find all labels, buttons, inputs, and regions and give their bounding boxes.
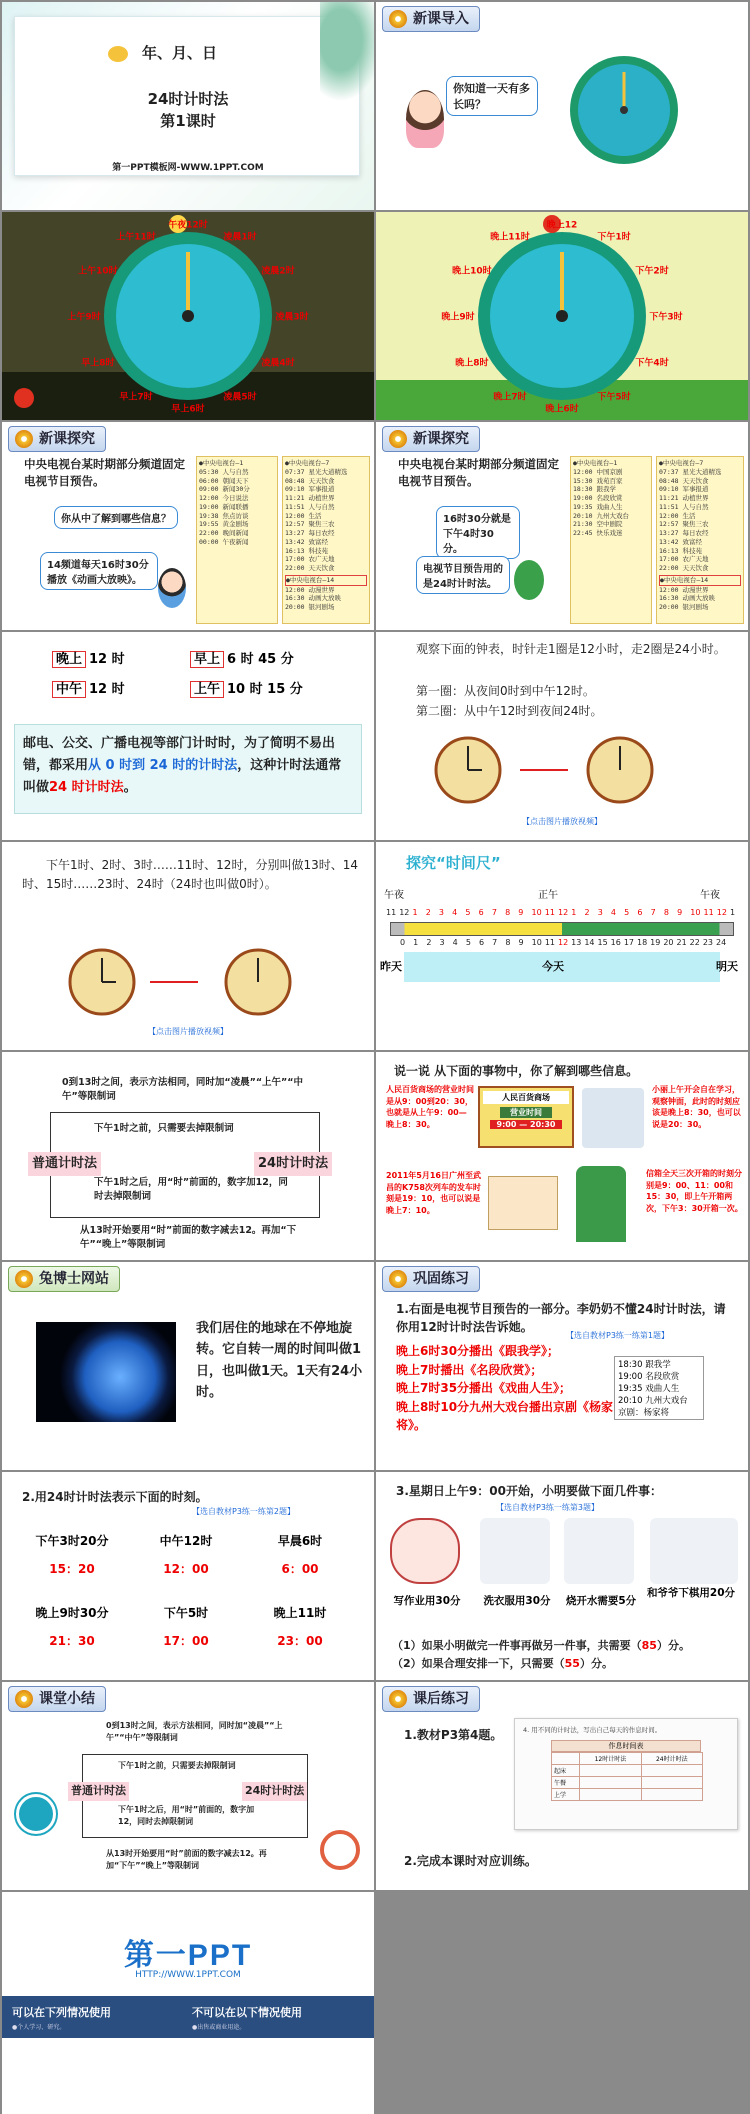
- clock-label: 凌晨2时: [261, 266, 295, 277]
- tv-row: 20:00 银河剧场: [285, 603, 335, 612]
- ruler-tick-12h: 2: [425, 908, 431, 917]
- clock-label: 早上6时: [171, 404, 205, 415]
- brand-url[interactable]: HTTP://WWW.1PPT.COM: [135, 1970, 241, 1980]
- question-1: （1）如果小明做完一件事再做另一件事，共需要（85）分。: [392, 1639, 690, 1652]
- slide-practice-2: [2, 1472, 374, 1680]
- first-lap: 第一圈：从夜间0时到中午12时。: [416, 684, 595, 698]
- ruler-tick-12h: 12: [399, 908, 410, 917]
- ruler-tick-24h: 9: [518, 938, 524, 947]
- compare-t3: 下午1时之后，用“时”前面的，数字加12，同时去掉限制词: [94, 1177, 288, 1203]
- tv-box-line: 19:00 名段欣赏: [618, 1371, 680, 1382]
- clock-label: 下午4时: [635, 358, 669, 369]
- tv-box: [614, 1356, 704, 1420]
- tv-row: 18:30 跟我学: [573, 485, 616, 494]
- footer-bar: 可以在下列情况使用 不可以在以下情况使用 ●个人学习、研究。 ●出售或商业用途。: [2, 1996, 374, 2114]
- clock-label: 凌晨4时: [261, 358, 295, 369]
- tv-row: 12:00 中国京剧: [573, 467, 623, 476]
- ruler-tick-24h: 14: [584, 938, 595, 947]
- ruler-tick-24h: 15: [597, 938, 608, 947]
- ticket-icon: [488, 1176, 558, 1230]
- table-row: [552, 1777, 703, 1789]
- ruler-tick-24h: 7: [492, 938, 498, 947]
- info-c: 2011年5月16日广州至武昌的K758次列车的发车时刻是19：10，也可以说是晚上7：10。: [386, 1171, 481, 1215]
- leaf-decoration-icon: [320, 2, 374, 112]
- tv-row: 08:48 天天饮食: [659, 476, 709, 485]
- clock-label: 凌晨1时: [223, 232, 257, 243]
- time-pair: [52, 648, 125, 667]
- ruler-tick-12h: 10: [531, 908, 542, 917]
- table-cell: [580, 1765, 641, 1777]
- tv-row: 11:51 人与自然: [285, 502, 335, 511]
- ruler-tick-12h: 9: [677, 908, 683, 917]
- tag-label: 巩固练习: [382, 1266, 480, 1292]
- ruler-tick-12h: 11: [386, 908, 397, 917]
- activity-picture: [650, 1518, 738, 1584]
- source-note: 【选自教材P3练一练第1题】: [566, 1331, 670, 1340]
- clock-label: 下午3时: [649, 312, 683, 323]
- table-cell: [580, 1777, 641, 1789]
- summary-t2: 下午1时之前，只需要去掉限制词: [118, 1761, 236, 1770]
- play-video-link[interactable]: 【点击图片播放视频】: [522, 817, 602, 826]
- store-sign: 人民百货商场 营业时间 9:00 — 20:30: [478, 1086, 574, 1148]
- clock-label: 晚上11时: [490, 232, 530, 243]
- boy-avatar: [158, 568, 186, 608]
- answer-bubble: 14频道每天16时30分播放《动画大放映》。: [40, 552, 158, 590]
- ruler-tick-12h: 7: [650, 908, 656, 917]
- time-pair: [190, 648, 294, 667]
- time-answer: 12：00: [163, 1562, 209, 1576]
- tv-row: 07:37 星光大道精选: [659, 467, 722, 476]
- clock-label: 晚上7时: [493, 392, 527, 403]
- time-answer: 21：30: [49, 1634, 95, 1648]
- clock-label: 上午10时: [78, 266, 118, 277]
- ruler-tick-24h: 12: [558, 938, 569, 947]
- ruler-tick-24h: 16: [610, 938, 621, 947]
- tag-label: 新课探究: [382, 426, 480, 452]
- arrow-icon: [150, 981, 198, 983]
- clock-label: 下午5时: [597, 392, 631, 403]
- slide-discuss: [376, 1052, 748, 1260]
- info-d: 信箱全天三次开箱的时刻分别是9：00、11：00和15：30，即上午开箱两次，下午3：30开箱一次。: [646, 1169, 743, 1213]
- tag-label: 兔博士网站: [8, 1266, 120, 1292]
- ruler-tick-24h: 17: [623, 938, 635, 947]
- tv-row: 13:27 每日农经: [659, 529, 709, 538]
- clock-label: 凌晨3时: [275, 312, 309, 323]
- clock-right[interactable]: [224, 948, 292, 1016]
- ruler-tick-24h: 21: [676, 938, 687, 947]
- time-question: 晚上9时30分: [35, 1606, 109, 1620]
- clock-icon: [16, 1794, 56, 1834]
- ruler-tick-12h: 3: [438, 908, 445, 917]
- normal-label: 普通计时法: [28, 1152, 101, 1176]
- period-time: 6 时 45 分: [227, 652, 294, 667]
- earth-text: 我们居住的地球在不停地旋转。它自转一周的时间叫做1日，也叫做1天。1天有24小时。: [196, 1321, 363, 1401]
- slide-summary: [2, 1682, 374, 1890]
- practice-q: 3.星期日上午9：00开始，小明要做下面几件事：: [396, 1484, 662, 1498]
- ruler-tick-24h: 2: [426, 938, 432, 947]
- tv-row: 12:00 今日说法: [199, 494, 249, 503]
- ruler-tick-24h: 19: [650, 938, 661, 947]
- summary-t3: 下午1时之后，用“时”前面的，数字加12，同时去掉限制词: [118, 1805, 255, 1826]
- table-cell: [641, 1765, 702, 1777]
- slide-time-ruler: [376, 842, 748, 1050]
- textbook-page: 4. 用不同的计时法，写出自己每天的作息时间。 作息时间表 12时计时法 24时计时法 起床 午餐 上学: [514, 1718, 738, 1830]
- ruler-day-label: 明天: [716, 960, 738, 973]
- tv-row: 08:48 天天饮食: [285, 476, 335, 485]
- tag-label: 课堂小结: [8, 1686, 106, 1712]
- activity-label: 写作业用30分: [393, 1595, 461, 1607]
- ruler-top-label: 午夜: [384, 890, 404, 901]
- answer-line: 晚上8时10分九州大戏台播出京剧《杨家将》。: [396, 1399, 614, 1433]
- ruler-tick-12h: 5: [624, 908, 630, 917]
- tv-row: 19:55 黄金剧场: [199, 520, 249, 529]
- table-row: [552, 1765, 703, 1777]
- period-box: 早上: [190, 651, 224, 668]
- time-question: 下午3时20分: [35, 1534, 109, 1548]
- ruler-tick-24h: 6: [479, 938, 485, 947]
- slide-explore-2: [376, 422, 748, 630]
- answer-line: 晚上6时30分播出《跟我学》；: [396, 1344, 560, 1358]
- tv-row: 09:00 新闻30分: [199, 485, 250, 494]
- tag-label: 课后练习: [382, 1686, 480, 1712]
- clock-label: 凌晨5时: [223, 392, 257, 403]
- tv-box-line: 京剧：杨家将: [618, 1407, 670, 1418]
- intro-clock: [568, 54, 680, 166]
- info-b: 小丽上午开会自在学习，观察钟面，此时的时刻应该是晚上8：30，也可以说是20：30。: [652, 1085, 741, 1129]
- clock-left[interactable]: [434, 736, 502, 804]
- tv-row: 11:21 动植世界: [285, 494, 335, 503]
- student-desk-icon: [582, 1088, 644, 1148]
- ruler-tick-12h: 4: [452, 908, 458, 917]
- clock-right[interactable]: [586, 736, 654, 804]
- source-note: 【选自教材P3练一练第2题】: [192, 1507, 296, 1516]
- info-a: 人民百货商场的营业时间是从9：00到20：30，也就是从上午9：00—晚上8：30。: [386, 1085, 474, 1129]
- answer-line: 晚上7时35分播出《戏曲人生》；: [396, 1381, 572, 1396]
- title-footer: 第一PPT模板网-WWW.1PPT.COM: [112, 163, 264, 173]
- ruler-day-label: 今天: [542, 960, 564, 973]
- ruler-tick-12h: 11: [703, 908, 714, 917]
- intro-bubble: 你知道一天有多长吗？: [446, 76, 538, 116]
- clock-label: 上午11时: [116, 232, 156, 243]
- tv-row: 20:00 银河剧场: [659, 603, 709, 612]
- clock-label: 晚上10时: [452, 266, 492, 277]
- ruler-tick-12h: 1: [730, 908, 736, 917]
- activity-label: 烧开水需要5分: [565, 1595, 637, 1607]
- tv-row: 20:10 九州大戏台: [573, 511, 629, 520]
- intro-text: 中央电视台某时期部分频道固定电视节目预告。: [24, 457, 185, 489]
- day-scene: [376, 212, 748, 420]
- slide-practice-1: [376, 1262, 748, 1470]
- tv-row: 15:30 戏苑百家: [573, 476, 623, 485]
- answer-bubble-2: 电视节目预告用的是24时计时法。: [416, 556, 510, 594]
- time-question: 晚上11时: [273, 1606, 327, 1620]
- ruler-tick-12h: 3: [597, 908, 603, 917]
- ruler-top-label: 正午: [538, 890, 558, 901]
- answer-line: 晚上7时播出《名段欣赏》；: [396, 1362, 543, 1377]
- ruler-tick-12h: 1: [571, 908, 577, 917]
- slide-afternoon: [2, 842, 374, 1050]
- tv-row: 11:51 人与自然: [659, 502, 709, 511]
- ruler-top-label: 午夜: [700, 890, 720, 901]
- time-answer: 6：00: [281, 1562, 319, 1576]
- tv-panel-2: ●中央电视台—7 07:37 星光大道精选 08:48 天天饮食 09:10 军事报道 11:21 动植世界 11:51 人与自然 12:00 生活 12:57 聚焦三农 13:27 每日农经 13:42 致富经 16:13 科技苑 17:00 农广天地 22:00 天天饮食 ●中央电视台—14 12:00 动漫世界 16:30 动画大放映 20:00 银河剧场: [282, 456, 370, 624]
- source-note: 【选自教材P3练一练第3题】: [496, 1503, 600, 1512]
- tv-row: 07:37 星光大道精选: [285, 467, 348, 476]
- tv-row: 16:13 科技苑: [659, 546, 702, 555]
- clock-label: 晚上8时: [455, 358, 489, 369]
- tv-row: 13:42 致富经: [659, 537, 702, 546]
- ruler-tick-24h: 13: [571, 938, 582, 947]
- tv-row: 22:45 快乐戏迷: [573, 529, 623, 538]
- ruler-tick-24h: 3: [439, 938, 445, 947]
- tv-row: 12:00 生活: [659, 511, 696, 520]
- ruler-tick-24h: 10: [531, 938, 542, 947]
- girl-avatar: [406, 90, 444, 148]
- time-question: 中午12时: [159, 1534, 213, 1548]
- ruler-title: 探究“时间尺”: [406, 854, 501, 872]
- period-time: 12 时: [89, 682, 125, 697]
- ruler-tick-12h: 4: [610, 908, 617, 917]
- ruler-tick-24h: 1: [413, 938, 419, 947]
- tv-row: 13:27 每日农经: [285, 529, 335, 538]
- practice-q: 1.右面是电视节目预告的一部分。李奶奶不懂24时计时法，请你用12时计时法告诉她。: [396, 1302, 726, 1334]
- ruler-tick-12h: 12: [716, 908, 727, 917]
- clock-label: 午夜12时: [168, 220, 208, 231]
- discuss-title: 说一说 从下面的事物中，你了解到哪些信息。: [394, 1064, 639, 1078]
- tag-label: 新课探究: [8, 426, 106, 452]
- ruler-tick-24h: 8: [505, 938, 511, 947]
- time-pair: [52, 678, 125, 697]
- ruler-tick-12h: 8: [663, 908, 669, 917]
- homework-1: 1.教材P3第4题。: [404, 1728, 503, 1742]
- clock-label: 晚上6时: [545, 404, 579, 415]
- tv-row: 19:38 焦点访谈: [199, 511, 249, 520]
- title-line1: 年、月、日: [142, 44, 218, 62]
- link-panel: [2, 2038, 374, 2114]
- alarm-clock-icon: [320, 1830, 360, 1870]
- activity-label: 和爷爷下棋用20分: [646, 1587, 736, 1599]
- tv-row: 19:35 戏曲人生: [573, 502, 623, 511]
- tv-row: 11:21 动植世界: [659, 494, 709, 503]
- question-2: （2）如果合理安排一下，只需要（55）分。: [392, 1657, 613, 1670]
- clock-label: 晚上12: [546, 220, 578, 231]
- tv-row: 21:30 空中剧院: [573, 520, 623, 529]
- ruler-tick-24h: 5: [465, 938, 471, 947]
- clock-label: 早上8时: [81, 358, 115, 369]
- tv-box-line: 20:10 九州大戏台: [618, 1395, 688, 1406]
- answer-list: [396, 1342, 626, 1435]
- slide-day-clock: [376, 212, 748, 420]
- tv-row: 05:30 人与自然: [199, 467, 249, 476]
- compare-t2: 下午1时之前，只需要去掉限制词: [94, 1123, 234, 1134]
- slide-intro: [376, 2, 748, 210]
- activity-picture: [480, 1518, 550, 1584]
- night-scene: [2, 212, 374, 420]
- tv-row: 06:00 朝闻天下: [199, 476, 249, 485]
- ruler-tick-12h: 7: [491, 908, 497, 917]
- tv-row: 09:10 军事报道: [285, 485, 335, 494]
- brand-logo: 第一PPT: [123, 1939, 253, 1972]
- time-question: 下午5时: [163, 1606, 209, 1620]
- slide-night-clock: [2, 212, 374, 420]
- play-video-link[interactable]: 【点击图片播放视频】: [148, 1027, 228, 1036]
- ruler-day-label: 昨天: [380, 960, 402, 973]
- mailbox-icon: [576, 1166, 626, 1242]
- tag-label: 新课导入: [382, 6, 480, 32]
- tv-row: 16:30 动画大放映: [285, 594, 341, 603]
- tv-panel-1: ●中央电视台—1 05:30 人与自然 06:00 朝闻天下 09:00 新闻30分 12:00 今日说法 19:00 新闻联播 19:38 焦点访谈 19:55 黄金剧场 22:00 晚间新闻 00:00 午夜新闻: [196, 456, 278, 624]
- clock-label: 早上7时: [119, 392, 153, 403]
- ruler-tick-24h: 4: [452, 938, 458, 947]
- tv-row: 00:00 午夜新闻: [199, 537, 249, 546]
- activity-label: 洗衣服用30分: [483, 1595, 551, 1607]
- table-cell: [641, 1777, 702, 1789]
- activity-picture: [390, 1518, 460, 1584]
- observe-text: 观察下面的钟表，时针走1圈是12小时，走2圈是24小时。: [416, 642, 726, 656]
- slide-observe: [376, 632, 748, 840]
- ruler-tick-12h: 8: [505, 908, 511, 917]
- clock-label: 下午1时: [597, 232, 631, 243]
- tv-panel-3: ●中央电视台—1 12:00 中国京剧 15:30 戏苑百家 18:30 跟我学 19:00 名段欣赏 19:35 戏曲人生 20:10 九州大戏台 21:30 空中剧院 22:45 快乐戏迷: [570, 456, 652, 624]
- definition-box: 邮电、公交、广播电视等部门计时时，为了简明不易出错，都采用从 0 时到 24 时的计时法，这种计时法通常叫做24 时计时法。: [14, 724, 362, 814]
- slide-time-pairs: [2, 632, 374, 840]
- title-sun-icon: [108, 46, 128, 62]
- ruler-tick-12h: 12: [558, 908, 569, 917]
- ruler-tick-24h: 18: [637, 938, 648, 947]
- tv-row: 12:57 聚焦三农: [285, 520, 335, 529]
- tv-row: 13:42 致富经: [285, 537, 328, 546]
- slide-compare: [2, 1052, 374, 1260]
- tv-row: 19:00 新闻联播: [199, 502, 249, 511]
- summary-t4: 从13时开始要用“时”前面的数字减去12。再加“下午”“晚上”等限制词: [106, 1849, 267, 1870]
- summary-t1: 0到13时之间，表示方法相同，同时加“凌晨”“上午”“中午”等限制词: [106, 1721, 283, 1742]
- slide-website: [2, 1262, 374, 1470]
- question-bubble: 你从中了解到哪些信息？: [54, 506, 178, 529]
- tv-row: 17:00 农广天地: [659, 555, 709, 564]
- ruler-tick-24h: 11: [544, 938, 556, 947]
- answer-bubble-1: 16时30分就是下午4时30分。: [436, 506, 520, 559]
- tv-box-line: 18:30 跟我学: [618, 1360, 671, 1370]
- ruler-tick-12h: 10: [690, 908, 701, 917]
- tv-row: 16:30 动画大放映: [659, 594, 715, 603]
- clock-left[interactable]: [68, 948, 136, 1016]
- title-line3: 第1课时: [160, 112, 216, 130]
- table-header: 12时计时法: [580, 1753, 641, 1765]
- afternoon-text: 下午1时、2时、3时……11时、12时，分别叫做13时、14时、15时……23时、24时（24时也叫做0时）。: [22, 858, 358, 892]
- 24h-label: 24时计时法: [242, 1782, 307, 1801]
- ruler-tick-24h: 24: [716, 938, 727, 947]
- period-box: 上午: [190, 681, 224, 698]
- table-cell: [641, 1789, 702, 1801]
- ruler-tick-24h: 0: [400, 938, 406, 947]
- ruler-tick-12h: 9: [518, 908, 524, 917]
- intro-text: 中央电视台某时期部分频道固定电视节目预告。: [398, 457, 559, 489]
- time-pair: [190, 678, 303, 697]
- tv-row: 12:57 聚焦三农: [659, 520, 709, 529]
- schedule-table: [551, 1752, 703, 1801]
- homework-2: 2.完成本课时对应训练。: [404, 1854, 537, 1868]
- slide-title: [2, 2, 374, 210]
- ruler-tick-12h: 11: [544, 908, 555, 917]
- period-box: 晚上: [52, 651, 86, 668]
- clock-label: 晚上9时: [441, 312, 475, 323]
- time-answer: 17：00: [163, 1634, 209, 1648]
- tv-row: 17:00 农广天地: [285, 555, 335, 564]
- table-cell: 午餐: [552, 1777, 580, 1789]
- table-cell: 上学: [552, 1789, 580, 1801]
- compare-t4: 从13时开始要用“时”前面的数字减去12。再加“下午”“晚上”等限制词: [80, 1225, 297, 1251]
- frog-avatar: [514, 560, 544, 600]
- ruler-tick-12h: 6: [478, 908, 484, 917]
- slide-explore-1: [2, 422, 374, 630]
- tv-row: 22:00 天天饮食: [285, 564, 335, 573]
- time-answer: 23：00: [277, 1634, 323, 1648]
- period-time: 12 时: [89, 652, 125, 667]
- table-cell: 起床: [552, 1765, 580, 1777]
- title-line2: 24时计时法: [147, 90, 229, 108]
- slide-footer: [2, 1892, 374, 2114]
- tv-row: 12:00 动漫世界: [659, 585, 709, 594]
- tv-row: 19:00 名段欣赏: [573, 494, 623, 503]
- ruler-tick-12h: 1: [412, 908, 418, 917]
- tv-row: 22:00 天天饮食: [659, 564, 709, 573]
- tv-panel-4: ●中央电视台—7 07:37 星光大道精选 08:48 天天饮食 09:10 军事报道 11:21 动植世界 11:51 人与自然 12:00 生活 12:57 聚焦三农 13:27 每日农经 13:42 致富经 16:13 科技苑 17:00 农广天地 22:00 天天饮食 ●中央电视台—14 12:00 动漫世界 16:30 动画大放映 20:00 银河剧场: [656, 456, 744, 624]
- tv-row: 12:00 生活: [285, 511, 322, 520]
- earth-image: [36, 1322, 176, 1422]
- ruler-tick-12h: 2: [584, 908, 590, 917]
- period-box: 中午: [52, 681, 86, 698]
- ruler-bar: [390, 922, 734, 936]
- slide-homework: [376, 1682, 748, 1890]
- tv-row: 12:00 动漫世界: [285, 585, 335, 594]
- table-row: [552, 1789, 703, 1801]
- activity-picture: [564, 1518, 634, 1584]
- second-lap: 第二圈：从中午12时到夜间24时。: [416, 704, 603, 718]
- ruler-tick-12h: 6: [637, 908, 643, 917]
- time-answer: 15：20: [49, 1562, 95, 1576]
- normal-label: 普通计时法: [68, 1782, 129, 1801]
- time-question: 早晨6时: [277, 1534, 323, 1548]
- tv-row: 22:00 晚间新闻: [199, 529, 249, 538]
- practice-q: 2.用24时计时法表示下面的时刻。: [22, 1490, 208, 1504]
- ruler-tick-24h: 22: [689, 938, 700, 947]
- slide-practice-3: [376, 1472, 748, 1680]
- period-time: 10 时 15 分: [227, 682, 303, 697]
- tv-row: 09:10 军事报道: [659, 485, 709, 494]
- clock-label: 下午2时: [635, 266, 669, 277]
- ruler-tick-24h: 23: [702, 938, 714, 947]
- ruler-tick-12h: 5: [465, 908, 471, 917]
- table-cell: [580, 1789, 641, 1801]
- tv-box-line: 19:35 戏曲人生: [618, 1383, 680, 1394]
- clock-label: 上午9时: [67, 312, 101, 323]
- compare-t1: 0到13时之间，表示方法相同，同时加“凌晨”“上午”“中午”等限制词: [62, 1077, 304, 1103]
- table-header: 24时计时法: [641, 1753, 702, 1765]
- 24h-label: 24时计时法: [254, 1152, 332, 1176]
- ruler-tick-24h: 20: [663, 938, 674, 947]
- tv-row: 16:13 科技苑: [285, 546, 328, 555]
- table-header: [552, 1753, 580, 1765]
- arrow-icon: [520, 769, 568, 771]
